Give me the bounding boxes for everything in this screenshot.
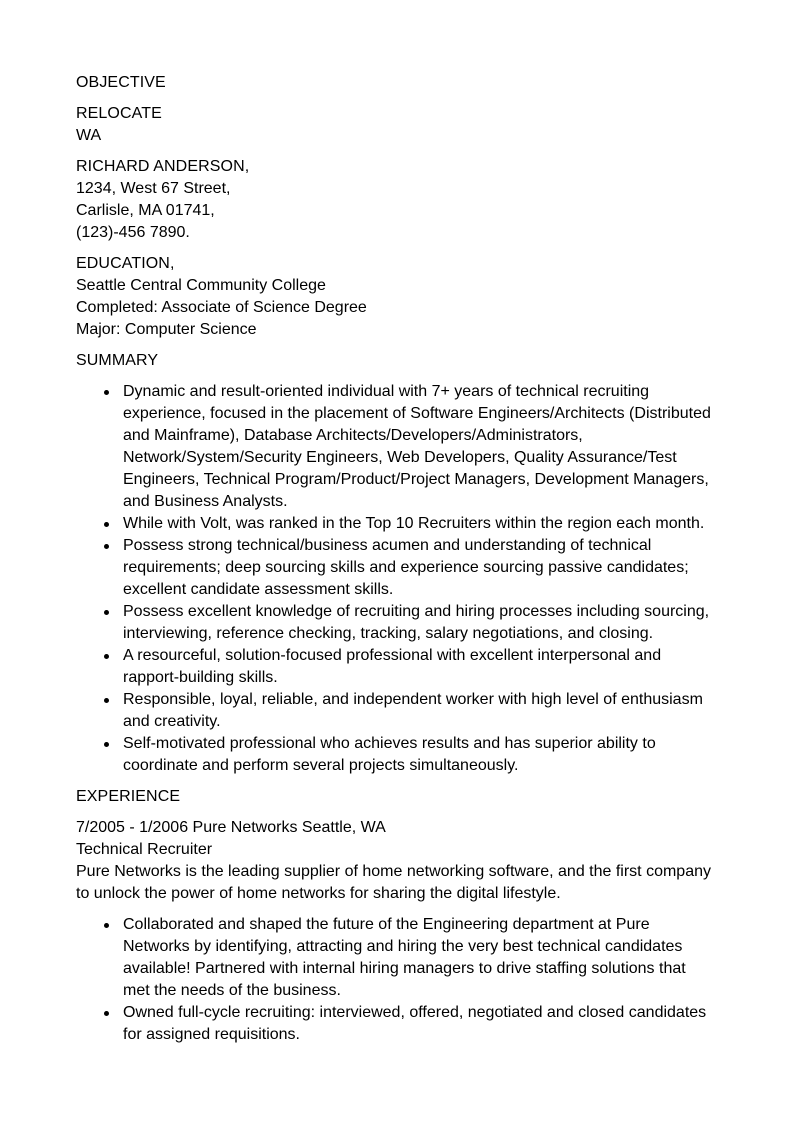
bullet-icon (104, 544, 109, 549)
objective-heading: OBJECTIVE (76, 74, 166, 91)
summary-heading: SUMMARY (76, 352, 159, 369)
experience-heading: EXPERIENCE (76, 788, 181, 805)
bullet-icon (104, 654, 109, 659)
summary-item-text: Possess strong technical/business acumen and understanding of technical requirements; deep sourcing skills and experience sourcing passive candidates; excellent candidate assessment skills. (123, 537, 689, 598)
bullet-icon (104, 923, 109, 928)
summary-item (123, 381, 715, 513)
phone-number: (123)-456 7890. (76, 224, 190, 241)
summary-item (123, 513, 715, 535)
candidate-name: RICHARD ANDERSON, (76, 158, 250, 175)
experience-item (123, 914, 715, 1002)
summary-item (123, 645, 715, 689)
summary-item-text: Possess excellent knowledge of recruiting and hiring processes including sourcing, interviewing, reference checking, tracking, salary negotiations, and closing. (123, 603, 710, 642)
education-school: Seattle Central Community College (76, 277, 326, 294)
experience-item-text: Owned full-cycle recruiting: interviewed, offered, negotiated and closed candidates for assigned requisitions. (123, 1004, 707, 1043)
summary-item-text: Self-motivated professional who achieves results and has superior ability to coordinate and perform several projects simultaneously. (123, 735, 656, 774)
experience-item (123, 1002, 715, 1046)
summary-item-text: Responsible, loyal, reliable, and independent worker with high level of enthusiasm and creativity. (123, 691, 703, 730)
job-description: Pure Networks is the leading supplier of home networking software, and the first company to unlock the power of home networks for sharing the digital lifestyle. (76, 863, 711, 902)
job-dates-company: 7/2005 - 1/2006 Pure Networks Seattle, WA (76, 819, 386, 836)
summary-item (123, 733, 715, 777)
education-major: Major: Computer Science (76, 321, 257, 338)
relocate-heading: RELOCATE (76, 105, 162, 122)
summary-list (76, 381, 715, 777)
bullet-icon (104, 390, 109, 395)
experience-item-text: Collaborated and shaped the future of the Engineering department at Pure Networks by identifying, attracting and hiring the very best technical candidates available! Partnered with internal hiring managers to drive staffing solutions that met the needs of the business. (123, 916, 686, 999)
summary-item-text: Dynamic and result-oriented individual with 7+ years of technical recruiting experience, focused in the placement of Software Engineers/Architects (Distributed and Mainframe), Database Architects/Developers/Administrators, Network/System/Security Engineers, Web Developers, Quality Assurance/Test Engineers, Technical Program/Product/Project Managers, Development Managers, and Business Analysts. (123, 383, 711, 510)
summary-item (123, 689, 715, 733)
bullet-icon (104, 610, 109, 615)
summary-item-text: A resourceful, solution-focused professional with excellent interpersonal and rapport-building skills. (123, 647, 662, 686)
bullet-icon (104, 698, 109, 703)
relocate-value: WA (76, 127, 102, 144)
bullet-icon (104, 742, 109, 747)
experience-list (76, 914, 715, 1046)
address-line-2: Carlisle, MA 01741, (76, 202, 215, 219)
summary-item (123, 601, 715, 645)
summary-item (123, 535, 715, 601)
summary-item-text: While with Volt, was ranked in the Top 10 Recruiters within the region each month. (123, 515, 705, 532)
bullet-icon (104, 522, 109, 527)
education-heading: EDUCATION, (76, 255, 175, 272)
bullet-icon (104, 1011, 109, 1016)
address-line-1: 1234, West 67 Street, (76, 180, 231, 197)
job-title: Technical Recruiter (76, 841, 213, 858)
education-completed: Completed: Associate of Science Degree (76, 299, 367, 316)
